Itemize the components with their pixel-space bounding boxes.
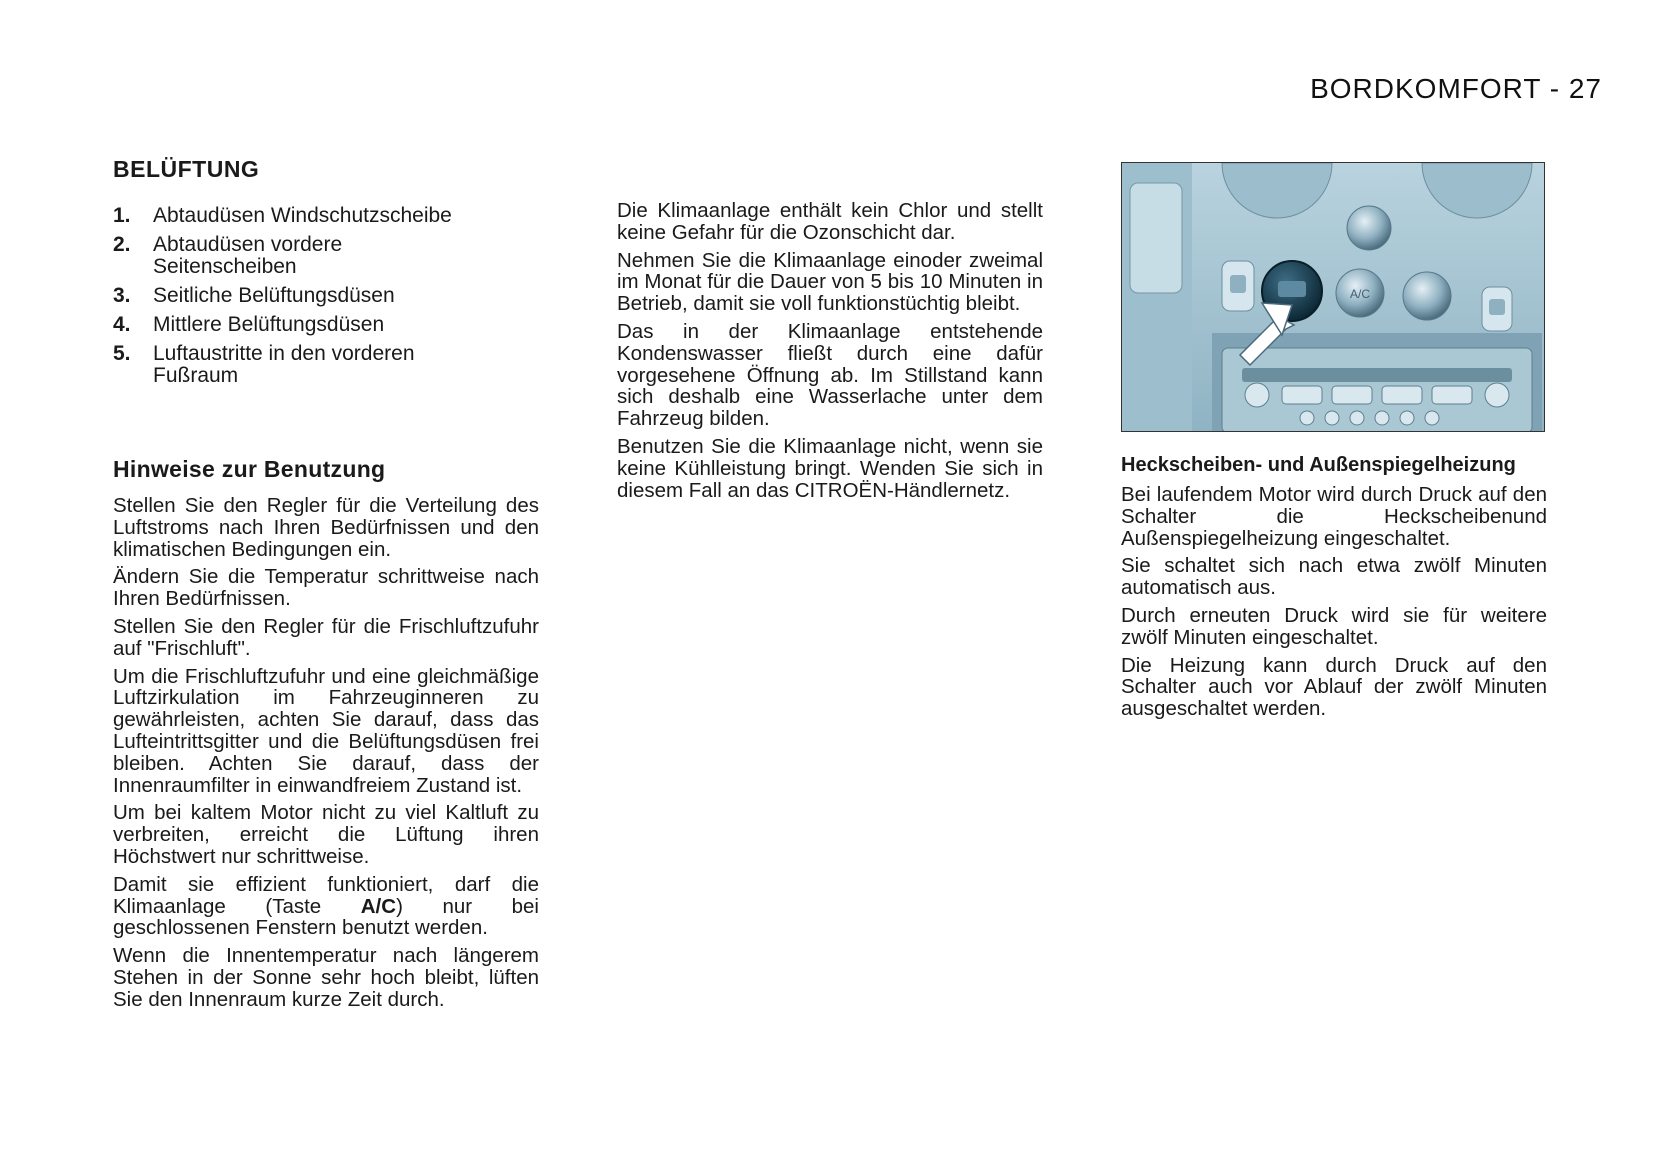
middle-column <box>617 200 1043 507</box>
list-item <box>113 205 539 227</box>
list-text: Seitliche Belüftungsdüsen <box>153 284 395 307</box>
ac-text-before: Damit sie effizient funktioniert, darf die Klimaanlage (Taste <box>113 872 539 918</box>
paragraph: Nehmen Sie die Klimaanlage einoder zweimal im Monat für die Dauer von 5 bis 10 Minuten in Betrieb, damit sie voll funktionstüchtig bleibt. <box>617 248 1043 316</box>
paragraph: Benutzen Sie die Klimaanlage nicht, wenn sie keine Kühlleistung bringt. Wenden Sie sich in diesem Fall an das CITROËN-Händlernetz. <box>617 434 1043 502</box>
paragraph: Durch erneuten Druck wird sie für weitere zwölf Minuten eingeschaltet. <box>1121 603 1547 649</box>
dashboard-photo <box>1121 162 1545 432</box>
paragraph: Das in der Klimaanlage entstehende Kondenswasser fließt durch eine dafür vorgesehene Öffnung ab. Im Stillstand kann sich deshalb eine Wasserlache unter dem Fahrzeug bilden. <box>617 319 1043 431</box>
right-column <box>1121 162 1547 726</box>
paragraph: Bei laufendem Motor wird durch Druck auf den Schalter die Heckscheibenund Außenspiegelheizung eingeschaltet. <box>1121 483 1547 550</box>
list-text: Mittlere Belüftungsdüsen <box>153 313 385 336</box>
paragraph: Die Heizung kann durch Druck auf den Schalter auch vor Ablauf der zwölf Minuten ausgeschaltet werden. <box>1121 653 1547 721</box>
list-number: 3. <box>113 284 131 307</box>
paragraph: Ändern Sie die Temperatur schrittweise nach Ihren Bedürfnissen. <box>113 565 539 611</box>
list-item <box>113 285 539 307</box>
ac-paragraph <box>113 874 539 939</box>
usage-heading: Hinweise zur Benutzung <box>113 456 386 482</box>
list-item <box>113 314 539 336</box>
list-text: Abtaudüsen vordere Seitenscheiben <box>153 233 343 278</box>
paragraph: Um die Frischluftzufuhr und eine gleichmäßige Luftzirkulation im Fahrzeuginneren zu gewährleisten, achten Sie darauf, dass das Lufteintrittsgitter und die Belüftungsdüsen frei bleiben. Achten Sie darauf, dass der Innenraumfilter in einwandfreiem Zustand ist. <box>113 664 539 797</box>
list-item <box>113 234 539 278</box>
list-text: Abtaudüsen Windschutzscheibe <box>153 204 452 227</box>
ac-text-after: ) nur bei geschlossenen Fenstern benutzt werden. <box>113 894 539 940</box>
paragraph: Die Klimaanlage enthält kein Chlor und stellt keine Gefahr für die Ozonschicht dar. <box>617 199 1043 244</box>
page-header: BORDKOMFORT - 27 <box>1310 73 1602 104</box>
section-title: BELÜFTUNG <box>113 156 260 182</box>
paragraph: Um bei kaltem Motor nicht zu viel Kaltluft zu verbreiten, erreicht die Lüftung ihren Höchstwert nur schrittweise. <box>113 801 539 868</box>
ac-key-label: A/C <box>360 894 397 918</box>
vent-list <box>113 205 539 387</box>
list-number: 2. <box>113 233 131 256</box>
list-number: 5. <box>113 342 131 365</box>
paragraph: Sie schaltet sich nach etwa zwölf Minuten automatisch aus. <box>1121 554 1547 600</box>
list-number: 4. <box>113 313 131 336</box>
list-number: 1. <box>113 204 131 227</box>
left-column <box>113 156 539 1017</box>
dashboard-illustration <box>1122 163 1545 432</box>
list-item <box>113 343 539 387</box>
paragraph: Stellen Sie den Regler für die Verteilung des Luftstroms nach Ihren Bedürfnissen und den klimatischen Bedingungen ein. <box>113 494 539 561</box>
paragraph: Wenn die Innentemperatur nach längerem Stehen in der Sonne sehr hoch bleibt, lüften Sie den Innenraum kurze Zeit durch. <box>113 944 539 1011</box>
heating-heading: Heckscheiben- und Außenspiegelheizung <box>1121 454 1516 476</box>
ac-button-label: A/C <box>1349 287 1371 301</box>
paragraph: Stellen Sie den Regler für die Frischluftzufuhr auf "Frischluft". <box>113 614 539 660</box>
list-text: Luftaustritte in den vorderen Fußraum <box>153 342 415 387</box>
